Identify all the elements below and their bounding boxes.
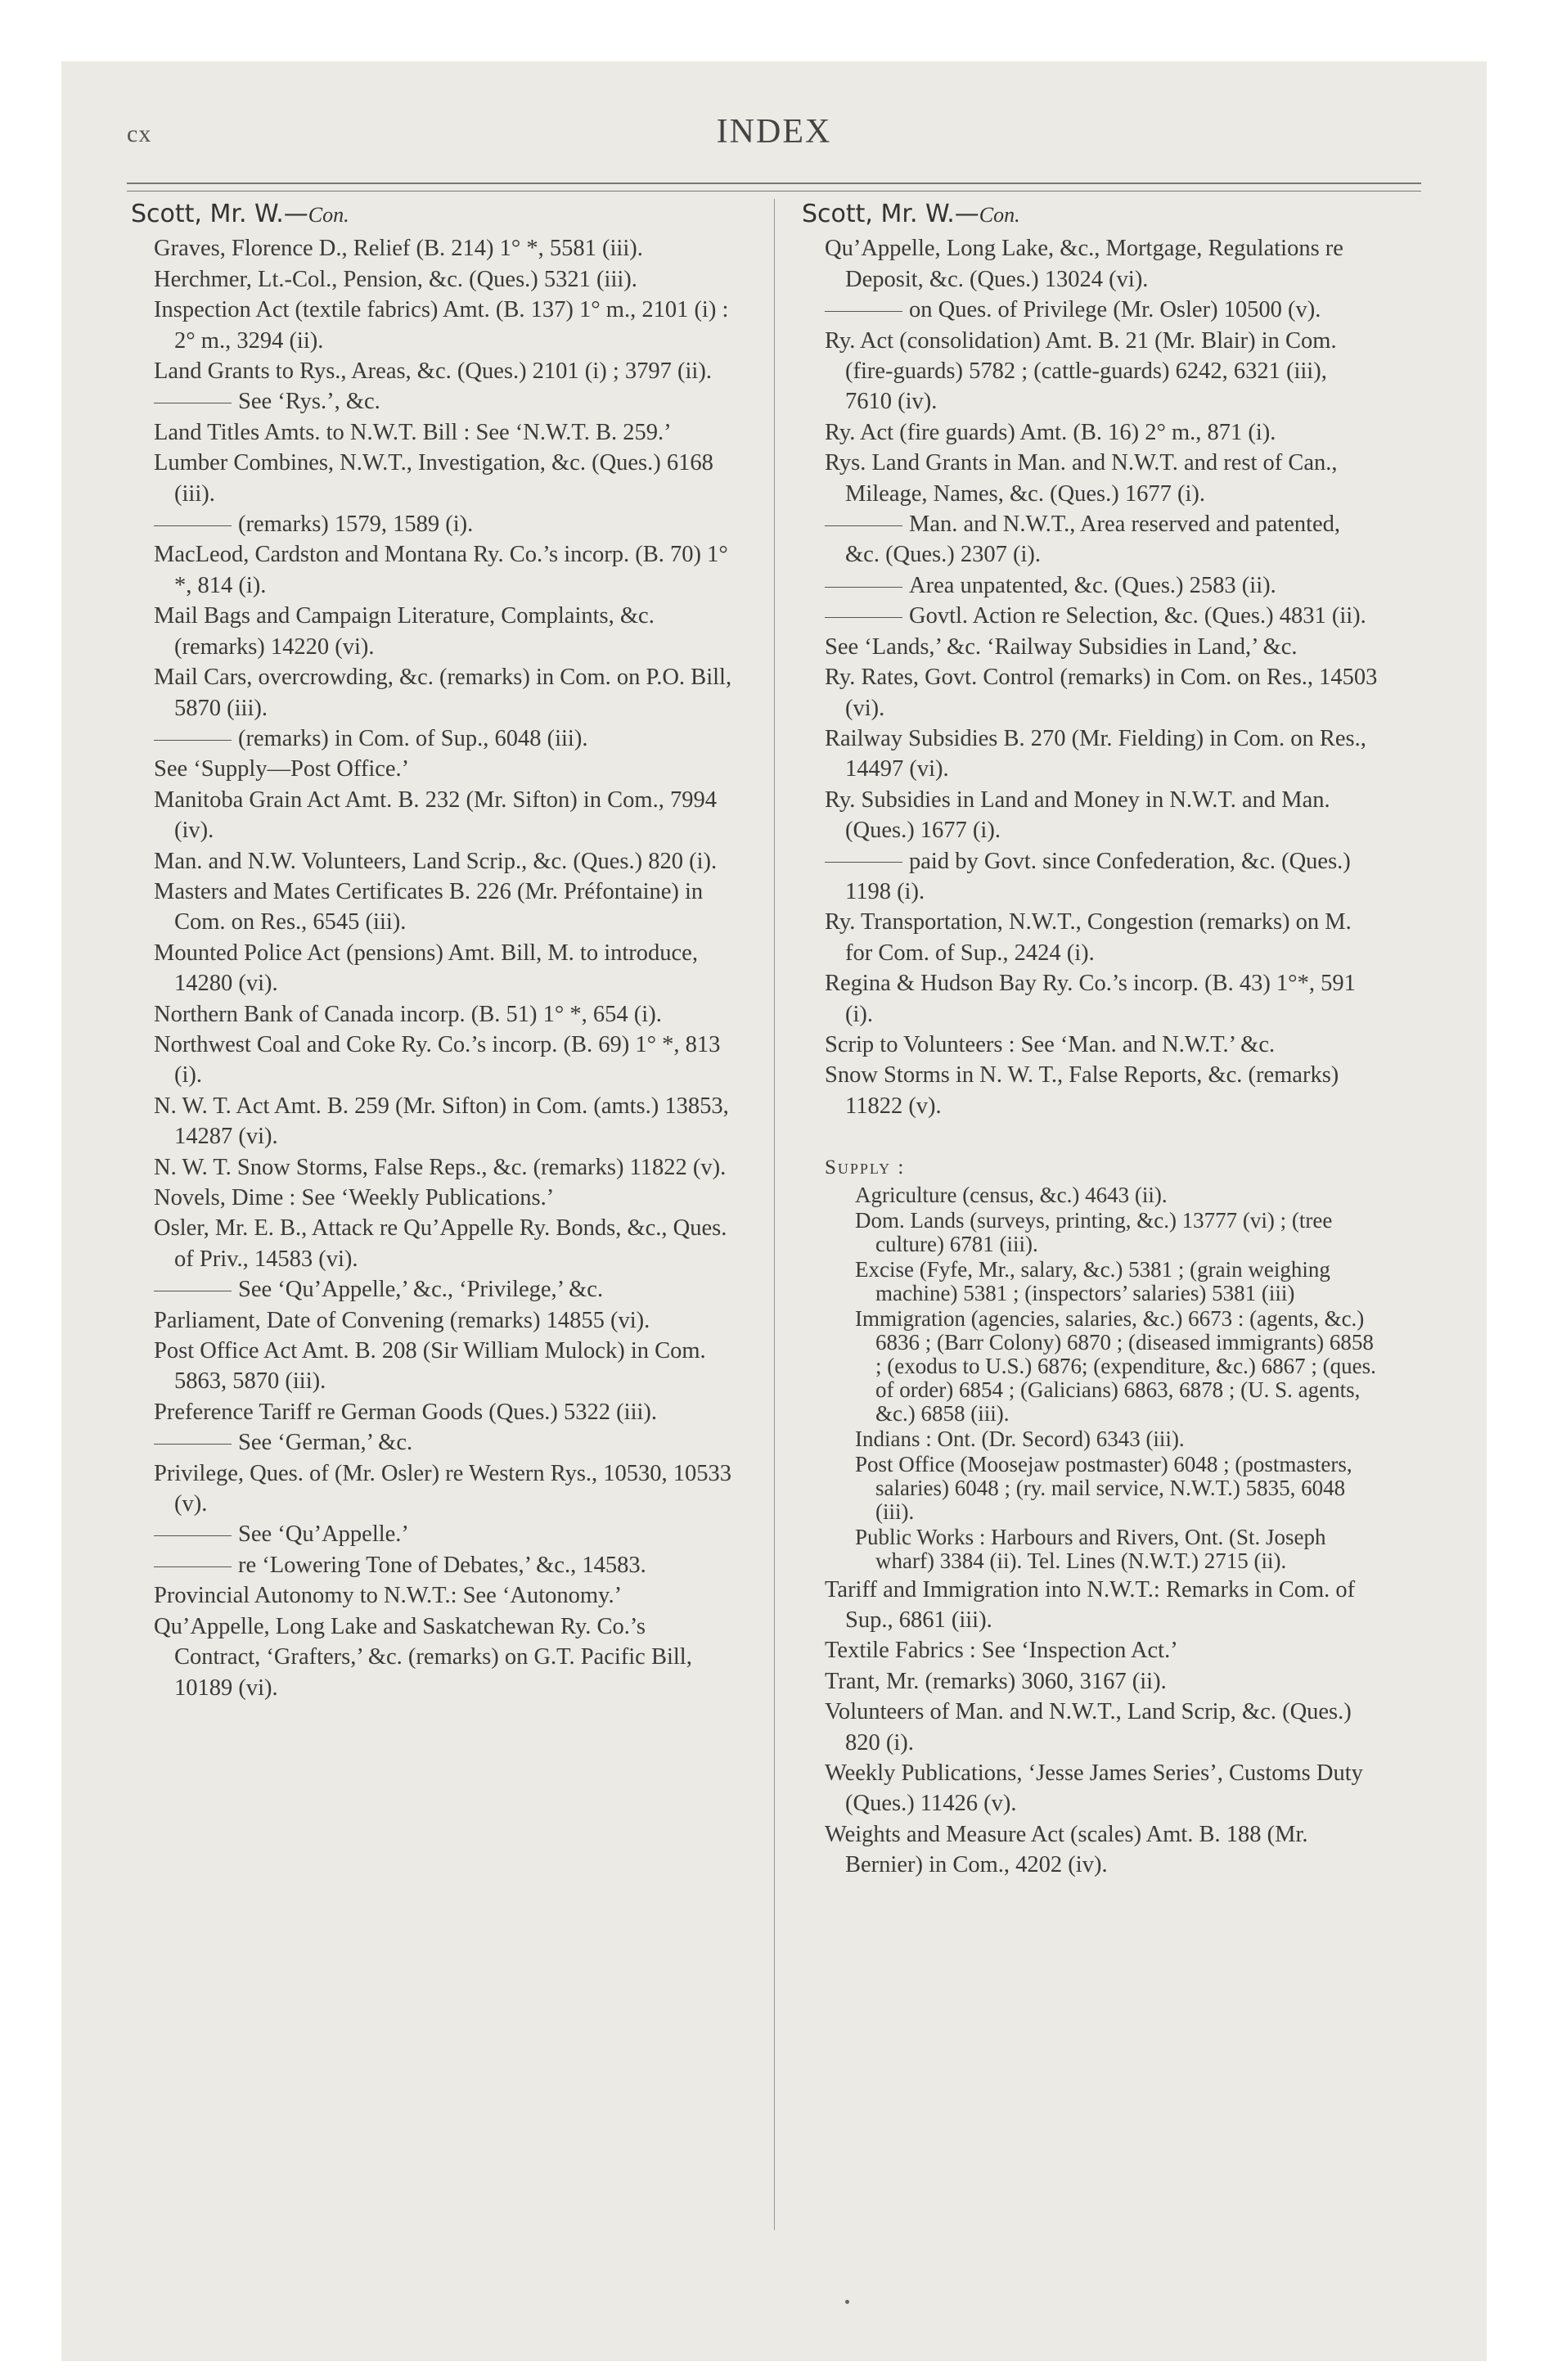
index-entry [798, 570, 1379, 601]
entry-text: Ry. Act (consolidation) Amt. B. 21 (Mr. Blair) in Com. (fire-guards) 5782 ; (cattle-guards) 6242, 6321 (iii), 7610 (iv). [825, 327, 1337, 415]
entry-text: Graves, Florence D., Relief (B. 214) 1° *, 5581 (iii). [154, 236, 643, 262]
entry-text: See ‘Lands,’ &c. ‘Railway Subsidies in Land,’ &c. [825, 633, 1298, 660]
entry-text: Inspection Act (textile fabrics) Amt. (B. 137) 1° m., 2101 (i) : 2° m., 3294 (ii). [154, 297, 729, 354]
heading-continued: Con. [979, 203, 1020, 227]
index-entry [127, 417, 732, 448]
entry-text: Immigration (agencies, salaries, &c.) 6673 : (agents, &c.) 6836 ; (Barr Colony) 6870 ; (diseased immigrants) 6858 ; (exodus to U.S.) 6876; (expenditure, &c.) 6867 ; (ques. of order) 6854 ; (Galicians) 6863, 6878 ; (U. S. agents, &c.) 6858 (iii). [855, 1305, 1376, 1426]
index-entry [798, 1060, 1379, 1121]
entry-text: Scrip to Volunteers : See ‘Man. and N.W.T.’ &c. [825, 1031, 1276, 1057]
right-column-heading: Scott, Mr. W.—Con. [802, 200, 1020, 228]
index-entry [127, 539, 732, 601]
index-entry [798, 233, 1379, 295]
entry-text: Northwest Coal and Coke Ry. Co.’s incorp. (B. 69) 1° *, 813 (i). [154, 1031, 721, 1089]
right-column [757, 199, 1379, 1881]
index-entry [127, 877, 732, 938]
ditto-dash [154, 1566, 232, 1567]
index-entry [127, 1091, 732, 1152]
ditto-dash [825, 617, 902, 618]
left-column [127, 199, 732, 1703]
index-entry [127, 264, 732, 295]
entry-text: Govtl. Action re Selection, &c. (Ques.) 4831 (ii). [909, 603, 1366, 629]
entry-text: Volunteers of Man. and N.W.T., Land Scrip, &c. (Ques.) 820 (i). [825, 1699, 1352, 1756]
entry-text: Dom. Lands (surveys, printing, &c.) 13777 (vi) ; (tree culture) 6781 (iii). [855, 1207, 1333, 1256]
index-page [61, 61, 1487, 2361]
index-entry [127, 846, 732, 877]
ditto-dash [825, 587, 902, 588]
ditto-dash [154, 1444, 232, 1445]
index-entry [798, 846, 1379, 908]
index-entry [798, 968, 1379, 1030]
index-entry [127, 754, 732, 784]
entry-text: Ry. Transportation, N.W.T., Congestion (remarks) on M. for Com. of Sup., 2424 (i). [825, 909, 1352, 966]
entry-text: Weights and Measure Act (scales) Amt. B. 188 (Mr. Bernier) in Com., 4202 (iv). [825, 1821, 1308, 1878]
entry-text: Railway Subsidies B. 270 (Mr. Fielding) in Com. on Res., 14497 (vi). [825, 725, 1366, 782]
entry-text: Man. and N.W.T., Area reserved and patented, &c. (Ques.) 2307 (i). [845, 512, 1341, 568]
supply-entry [798, 1258, 1379, 1305]
index-entry [127, 448, 732, 509]
index-entry [127, 1305, 732, 1336]
entry-text: re ‘Lowering Tone of Debates,’ &c., 14583. [238, 1552, 646, 1578]
index-entry [127, 233, 732, 264]
index-entry [127, 509, 732, 539]
entry-text: Tariff and Immigration into N.W.T.: Remarks in Com. of Sup., 6861 (iii). [825, 1576, 1356, 1633]
entry-text: See ‘Qu’Appelle,’ &c., ‘Privilege,’ &c. [238, 1277, 604, 1303]
ditto-dash [825, 311, 902, 312]
entry-text: Snow Storms in N. W. T., False Reports, &c. (remarks) 11822 (v). [825, 1062, 1339, 1119]
entry-text: Public Works : Harbours and Rivers, Ont. (St. Joseph wharf) 3384 (ii). Tel. Lines (N.W.T.) 2715 (ii). [855, 1524, 1326, 1573]
entry-text: paid by Govt. since Confederation, &c. (Ques.) 1198 (i). [845, 848, 1351, 904]
entry-text: (remarks) 1579, 1589 (i). [238, 512, 474, 538]
index-entry [127, 1336, 732, 1397]
index-entry [127, 295, 732, 356]
entry-text: Northern Bank of Canada incorp. (B. 51) 1° *, 654 (i). [154, 1001, 662, 1027]
header-rule-thin [127, 191, 1421, 192]
supply-entry [798, 1183, 1379, 1207]
ditto-dash [825, 862, 902, 863]
entry-text: See ‘Supply—Post Office.’ [154, 756, 410, 782]
entry-text: on Ques. of Privilege (Mr. Osler) 10500 (v). [909, 297, 1321, 323]
entry-text: Mail Bags and Campaign Literature, Complaints, &c. (remarks) 14220 (vi). [154, 603, 655, 660]
index-entry [798, 448, 1379, 509]
index-entry [127, 723, 732, 754]
left-entry-list [127, 233, 732, 1703]
entry-text: Provincial Autonomy to N.W.T.: See ‘Autonomy.’ [154, 1583, 623, 1609]
supply-entry [798, 1526, 1379, 1573]
entry-text: See ‘Qu’Appelle.’ [238, 1521, 409, 1548]
ditto-dash [154, 740, 232, 741]
index-entry [127, 386, 732, 417]
page-title: INDEX [716, 113, 832, 151]
index-entry [127, 1458, 732, 1520]
index-entry [798, 1819, 1379, 1881]
index-entry [798, 1758, 1379, 1819]
entry-text: Qu’Appelle, Long Lake and Saskatchewan Ry. Co.’s Contract, ‘Grafters,’ &c. (remarks) on G.T. Pacific Bill, 10189 (vi). [154, 1613, 692, 1701]
entry-text: MacLeod, Cardston and Montana Ry. Co.’s incorp. (B. 70) 1° *, 814 (i). [154, 542, 728, 598]
entry-text: Novels, Dime : See ‘Weekly Publications.’ [154, 1185, 555, 1210]
entry-text: Area unpatented, &c. (Ques.) 2583 (ii). [909, 572, 1276, 598]
entry-text: Preference Tariff re German Goods (Ques.) 5322 (iii). [154, 1399, 658, 1425]
index-entry [127, 938, 732, 999]
entry-text: Ry. Subsidies in Land and Money in N.W.T. and Man. (Ques.) 1677 (i). [825, 787, 1330, 844]
header-rule [127, 183, 1421, 184]
ditto-dash [154, 525, 232, 526]
ditto-dash [825, 525, 902, 526]
index-entry [127, 1152, 732, 1183]
entry-text: Textile Fabrics : See ‘Inspection Act.’ [825, 1638, 1178, 1664]
supply-entry [798, 1209, 1379, 1256]
index-entry [798, 417, 1379, 448]
entry-text: Lumber Combines, N.W.T., Investigation, &c. (Ques.) 6168 (iii). [154, 450, 713, 507]
supply-entry [798, 1427, 1379, 1451]
entry-text: See ‘Rys.’, &c. [238, 389, 380, 415]
index-entry [798, 1635, 1379, 1666]
entry-text: Mounted Police Act (pensions) Amt. Bill, M. to introduce, 14280 (vi). [154, 940, 698, 997]
index-entry [127, 1611, 732, 1703]
index-entry [127, 999, 732, 1030]
right-entry-list [798, 233, 1379, 1121]
index-entry [127, 356, 732, 386]
entry-text: Agriculture (census, &c.) 4643 (ii). [855, 1182, 1168, 1207]
entry-text: N. W. T. Act Amt. B. 259 (Mr. Sifton) in Com. (amts.) 13853, 14287 (vi). [154, 1093, 729, 1150]
index-entry [798, 662, 1379, 723]
entry-text: Herchmer, Lt.-Col., Pension, &c. (Ques.) 5321 (iii). [154, 266, 637, 292]
entry-text: Ry. Act (fire guards) Amt. (B. 16) 2° m., 871 (i). [825, 419, 1276, 445]
entry-text: Trant, Mr. (remarks) 3060, 3167 (ii). [825, 1668, 1167, 1694]
entry-text: Man. and N.W. Volunteers, Land Scrip., &c. (Ques.) 820 (i). [154, 848, 718, 874]
entry-text: Qu’Appelle, Long Lake, &c., Mortgage, Regulations re Deposit, &c. (Ques.) 13024 (vi). [825, 236, 1343, 292]
index-entry [798, 785, 1379, 846]
index-entry [127, 1519, 732, 1549]
index-entry [798, 601, 1379, 631]
entry-text: Rys. Land Grants in Man. and N.W.T. and rest of Can., Mileage, Names, &c. (Ques.) 1677 (i). [825, 450, 1338, 507]
index-entry [127, 1550, 732, 1580]
entry-text: Post Office Act Amt. B. 208 (Sir William Mulock) in Com. 5863, 5870 (iii). [154, 1338, 706, 1395]
entry-text: Manitoba Grain Act Amt. B. 232 (Mr. Sifton) in Com., 7994 (iv). [154, 787, 717, 844]
ditto-dash [154, 1535, 232, 1536]
index-entry [798, 295, 1379, 325]
index-entry [127, 1397, 732, 1427]
index-entry [798, 326, 1379, 417]
index-entry [798, 1030, 1379, 1060]
index-entry [127, 1427, 732, 1458]
entry-text: Indians : Ont. (Dr. Secord) 6343 (iii). [855, 1426, 1185, 1451]
supply-entry [798, 1307, 1379, 1426]
entry-text: (remarks) in Com. of Sup., 6048 (iii). [238, 725, 588, 751]
entry-text: See ‘German,’ &c. [238, 1430, 413, 1456]
entry-text: Mail Cars, overcrowding, &c. (remarks) in Com. on P.O. Bill, 5870 (iii). [154, 665, 732, 721]
index-entry [127, 785, 732, 846]
supply-list [798, 1183, 1379, 1573]
index-entry [798, 509, 1379, 570]
entry-text: Masters and Mates Certificates B. 226 (Mr. Préfontaine) in Com. on Res., 6545 (iii). [154, 878, 704, 935]
entry-text: Weekly Publications, ‘Jesse James Series’, Customs Duty (Ques.) 11426 (v). [825, 1760, 1363, 1817]
entry-text: Land Titles Amts. to N.W.T. Bill : See ‘N.W.T. B. 259.’ [154, 419, 672, 445]
heading-name: Scott, Mr. W. [131, 200, 284, 228]
left-column-heading: Scott, Mr. W.—Con. [131, 200, 349, 228]
index-entry [127, 601, 732, 662]
entry-text: Post Office (Moosejaw postmaster) 6048 ; (postmasters, salaries) 6048 ; (ry. mail service, N.W.T.) 5835, 6048 (iii). [855, 1451, 1352, 1524]
index-entry [798, 1697, 1379, 1758]
entry-text: Parliament, Date of Convening (remarks) 14855 (vi). [154, 1307, 650, 1333]
page-folio: cx [127, 120, 152, 147]
index-entry [798, 907, 1379, 968]
index-entry [798, 1575, 1379, 1636]
right-entry-list-continued [798, 1575, 1379, 1881]
entry-text: Osler, Mr. E. B., Attack re Qu’Appelle Ry. Bonds, &c., Ques. of Priv., 14583 (vi). [154, 1215, 727, 1272]
index-entry [798, 632, 1379, 662]
supply-heading: Supply : [825, 1156, 906, 1179]
heading-continued: Con. [308, 203, 349, 227]
entry-text: N. W. T. Snow Storms, False Reps., &c. (remarks) 11822 (v). [154, 1154, 727, 1180]
entry-text: Regina & Hudson Bay Ry. Co.’s incorp. (B. 43) 1°*, 591 (i). [825, 971, 1356, 1027]
index-entry [127, 1580, 732, 1611]
index-entry [127, 1274, 732, 1305]
print-speck [845, 2300, 849, 2304]
index-entry [798, 723, 1379, 785]
entry-text: Land Grants to Rys., Areas, &c. (Ques.) 2101 (i) ; 3797 (ii). [154, 358, 712, 385]
entry-text: Privilege, Ques. of (Mr. Osler) re Western Rys., 10530, 10533 (v). [154, 1460, 732, 1517]
entry-text: Ry. Rates, Govt. Control (remarks) in Com. on Res., 14503 (vi). [825, 665, 1378, 721]
index-entry [127, 1030, 732, 1091]
index-entry [127, 1183, 732, 1213]
heading-name: Scott, Mr. W. [802, 200, 955, 228]
entry-text: Excise (Fyfe, Mr., salary, &c.) 5381 ; (grain weighing machine) 5381 ; (inspectors’ salaries) 5381 (iii) [855, 1256, 1330, 1305]
index-entry [798, 1666, 1379, 1697]
index-entry [127, 662, 732, 723]
supply-entry [798, 1453, 1379, 1524]
index-entry [127, 1213, 732, 1274]
